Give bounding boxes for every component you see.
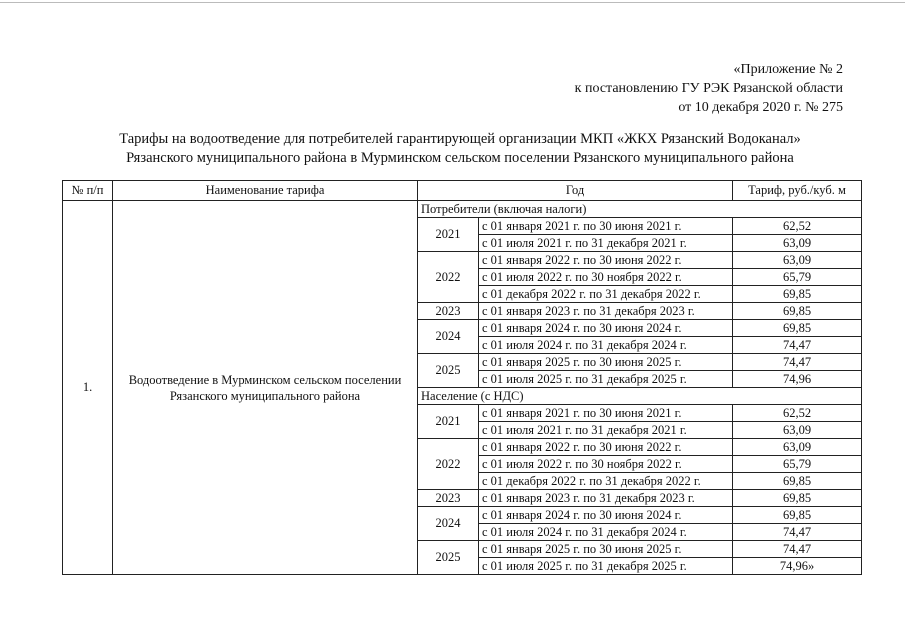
price-cell: 74,96 bbox=[733, 371, 862, 388]
price-cell: 65,79 bbox=[733, 269, 862, 286]
year-cell: 2023 bbox=[418, 490, 479, 507]
price-cell: 69,85 bbox=[733, 303, 862, 320]
row-number: 1. bbox=[63, 201, 113, 575]
scan-border-line bbox=[0, 2, 905, 3]
price-cell: 74,47 bbox=[733, 541, 862, 558]
period-cell: с 01 декабря 2022 г. по 31 декабря 2022 г. bbox=[479, 473, 733, 490]
year-cell: 2025 bbox=[418, 541, 479, 575]
title-line-2: Рязанского муниципального района в Мурминском сельском поселении Рязанского муниципального района bbox=[126, 150, 794, 166]
appendix-line-2: к постановлению ГУ РЭК Рязанской области bbox=[574, 81, 843, 96]
year-cell: 2022 bbox=[418, 252, 479, 303]
price-cell: 74,47 bbox=[733, 354, 862, 371]
document-title bbox=[60, 130, 860, 168]
period-cell: с 01 июля 2022 г. по 30 ноября 2022 г. bbox=[479, 456, 733, 473]
header-year: Год bbox=[418, 181, 733, 201]
appendix-line-3: от 10 декабря 2020 г. № 275 bbox=[678, 100, 843, 115]
period-cell: с 01 января 2021 г. по 30 июня 2021 г. bbox=[479, 405, 733, 422]
period-cell: с 01 января 2024 г. по 30 июня 2024 г. bbox=[479, 507, 733, 524]
year-cell: 2021 bbox=[418, 218, 479, 252]
table-body bbox=[63, 201, 862, 575]
price-cell: 63,09 bbox=[733, 235, 862, 252]
price-cell: 62,52 bbox=[733, 405, 862, 422]
year-cell: 2025 bbox=[418, 354, 479, 388]
price-cell: 69,85 bbox=[733, 490, 862, 507]
period-cell: с 01 января 2022 г. по 30 июня 2022 г. bbox=[479, 439, 733, 456]
group-label: Потребители (включая налоги) bbox=[418, 201, 862, 218]
price-cell: 63,09 bbox=[733, 422, 862, 439]
period-cell: с 01 января 2021 г. по 30 июня 2021 г. bbox=[479, 218, 733, 235]
period-cell: с 01 января 2023 г. по 31 декабря 2023 г. bbox=[479, 303, 733, 320]
tariff-table bbox=[62, 180, 862, 575]
period-cell: с 01 июля 2022 г. по 30 ноября 2022 г. bbox=[479, 269, 733, 286]
period-cell: с 01 июля 2021 г. по 31 декабря 2021 г. bbox=[479, 422, 733, 439]
price-cell: 69,85 bbox=[733, 286, 862, 303]
appendix-header bbox=[575, 60, 843, 117]
period-cell: с 01 июля 2025 г. по 31 декабря 2025 г. bbox=[479, 558, 733, 575]
period-cell: с 01 января 2025 г. по 30 июня 2025 г. bbox=[479, 354, 733, 371]
price-cell: 62,52 bbox=[733, 218, 862, 235]
title-line-1: Тарифы на водоотведение для потребителей гарантирующей организации МКП «ЖКХ Рязанский Водоканал» bbox=[119, 131, 801, 147]
year-cell: 2024 bbox=[418, 507, 479, 541]
period-cell: с 01 декабря 2022 г. по 31 декабря 2022 г. bbox=[479, 286, 733, 303]
price-cell: 74,47 bbox=[733, 337, 862, 354]
header-tariff-price: Тариф, руб./куб. м bbox=[733, 181, 862, 201]
group-row bbox=[63, 201, 862, 218]
year-cell: 2022 bbox=[418, 439, 479, 490]
tariff-name: Водоотведение в Мурминском сельском поселении Рязанского муниципального района bbox=[113, 201, 418, 575]
period-cell: с 01 января 2022 г. по 30 июня 2022 г. bbox=[479, 252, 733, 269]
price-cell: 74,47 bbox=[733, 524, 862, 541]
header-tariff-name: Наименование тарифа bbox=[113, 181, 418, 201]
period-cell: с 01 июля 2021 г. по 31 декабря 2021 г. bbox=[479, 235, 733, 252]
header-number: № п/п bbox=[63, 181, 113, 201]
period-cell: с 01 января 2024 г. по 30 июня 2024 г. bbox=[479, 320, 733, 337]
price-cell: 65,79 bbox=[733, 456, 862, 473]
period-cell: с 01 января 2025 г. по 30 июня 2025 г. bbox=[479, 541, 733, 558]
period-cell: с 01 января 2023 г. по 31 декабря 2023 г. bbox=[479, 490, 733, 507]
price-cell: 69,85 bbox=[733, 320, 862, 337]
year-cell: 2021 bbox=[418, 405, 479, 439]
table-header-row bbox=[63, 181, 862, 201]
group-label: Население (с НДС) bbox=[418, 388, 862, 405]
year-cell: 2023 bbox=[418, 303, 479, 320]
period-cell: с 01 июля 2025 г. по 31 декабря 2025 г. bbox=[479, 371, 733, 388]
year-cell: 2024 bbox=[418, 320, 479, 354]
price-cell: 69,85 bbox=[733, 473, 862, 490]
price-cell: 74,96» bbox=[733, 558, 862, 575]
appendix-line-1: «Приложение № 2 bbox=[733, 62, 843, 77]
price-cell: 63,09 bbox=[733, 439, 862, 456]
period-cell: с 01 июля 2024 г. по 31 декабря 2024 г. bbox=[479, 337, 733, 354]
price-cell: 69,85 bbox=[733, 507, 862, 524]
price-cell: 63,09 bbox=[733, 252, 862, 269]
period-cell: с 01 июля 2024 г. по 31 декабря 2024 г. bbox=[479, 524, 733, 541]
